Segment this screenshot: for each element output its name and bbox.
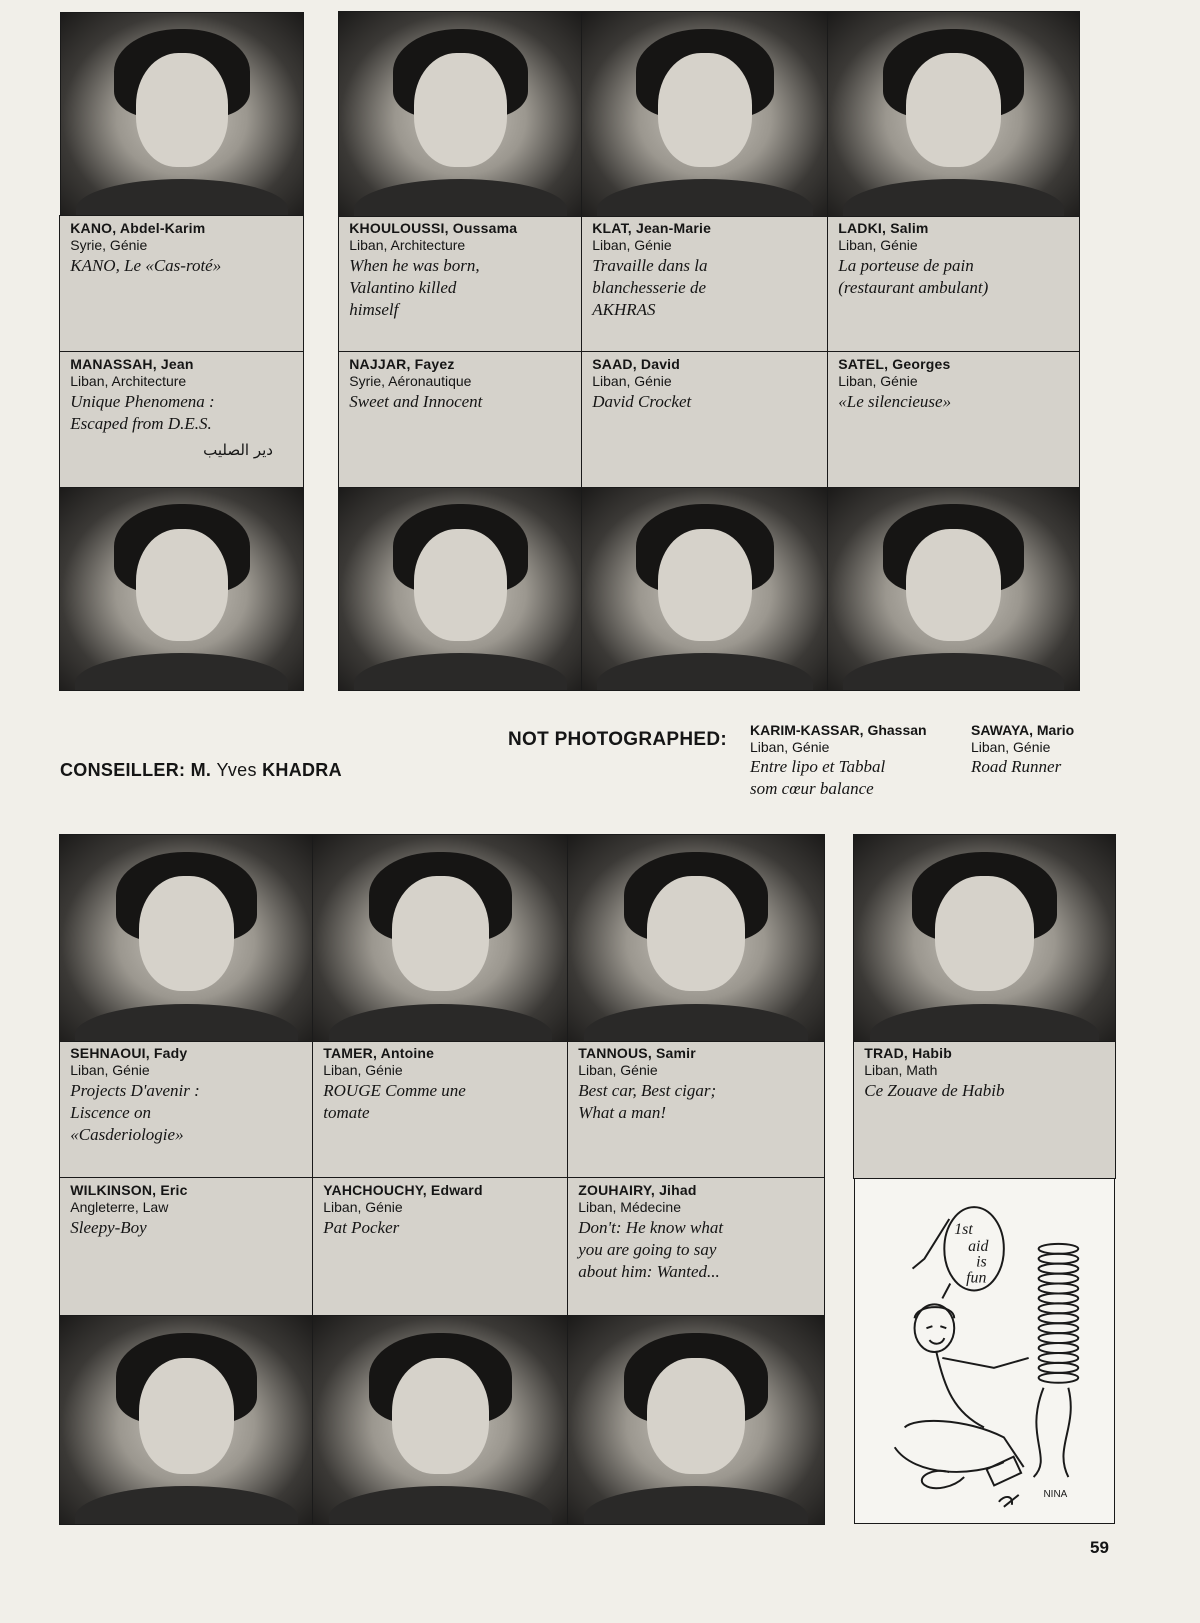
student-caption: Unique Phenomena : Escaped from D.E.S. bbox=[70, 392, 215, 434]
artist-signature: NINA bbox=[1043, 1488, 1068, 1500]
student-origin: Liban, Génie bbox=[323, 1199, 403, 1216]
student-caption: Road Runner bbox=[971, 757, 1062, 776]
student-origin: Liban, Génie bbox=[750, 739, 830, 755]
student-caption: Sleepy-Boy bbox=[70, 1218, 147, 1238]
student-name: SAAD, David bbox=[592, 356, 681, 373]
caption-cell bbox=[59, 351, 304, 489]
student-caption: «Le silencieuse» bbox=[838, 392, 952, 412]
page-number: 59 bbox=[1090, 1538, 1109, 1557]
student-name: WILKINSON, Eric bbox=[70, 1182, 188, 1199]
student-caption: Travaille dans la blanchesserie de AKHRAS bbox=[592, 256, 708, 320]
cartoon-illustration bbox=[855, 1179, 1114, 1523]
student-origin: Syrie, Génie bbox=[70, 237, 148, 254]
student-name: SATEL, Georges bbox=[838, 356, 951, 373]
caption-cell bbox=[59, 215, 304, 353]
photo-tamer bbox=[312, 834, 569, 1042]
speech-text-2: aid bbox=[968, 1237, 989, 1255]
bottom-photo-grid bbox=[60, 835, 1115, 1524]
student-origin: Liban, Génie bbox=[971, 739, 1051, 755]
student-origin: Liban, Génie bbox=[592, 373, 672, 390]
student-caption: Pat Pocker bbox=[323, 1218, 400, 1238]
caption-cell bbox=[59, 1177, 314, 1317]
photo-najjar bbox=[338, 487, 583, 691]
photo-klat bbox=[581, 11, 829, 217]
student-name: KLAT, Jean-Marie bbox=[592, 220, 712, 237]
caption-cell bbox=[567, 1040, 825, 1179]
student-origin: Liban, Math bbox=[864, 1062, 938, 1079]
conseiller-title: M. bbox=[190, 760, 212, 780]
student-caption: Don't: He know what you are going to say about him: Wanted... bbox=[578, 1218, 724, 1282]
student-caption: Sweet and Innocent bbox=[349, 392, 483, 412]
speech-text-3: is bbox=[976, 1253, 987, 1271]
arabic-note: دير الصليب bbox=[203, 441, 273, 460]
student-caption: Best car, Best cigar; What a man! bbox=[578, 1081, 717, 1123]
student-origin: Liban, Architecture bbox=[349, 237, 466, 254]
caption-cell bbox=[827, 215, 1080, 353]
caption-cell bbox=[853, 1040, 1116, 1179]
caption-cell bbox=[312, 1177, 569, 1317]
student-name: LADKI, Salim bbox=[838, 220, 929, 237]
student-origin: Angleterre, Law bbox=[70, 1199, 169, 1216]
student-origin: Liban, Génie bbox=[578, 1062, 658, 1079]
student-origin: Liban, Génie bbox=[838, 373, 918, 390]
conseiller-line bbox=[60, 760, 342, 781]
student-caption: Entre lipo et Tabbal som cœur balance bbox=[750, 757, 886, 798]
student-origin: Syrie, Aéronautique bbox=[349, 373, 472, 390]
student-name: KHOULOUSSI, Oussama bbox=[349, 220, 518, 237]
student-caption: When he was born, Valantino killed himself bbox=[349, 256, 480, 320]
caption-cell bbox=[312, 1040, 569, 1179]
student-origin: Liban, Architecture bbox=[70, 373, 187, 390]
photo-yahchouchy bbox=[312, 1315, 569, 1525]
top-photo-grid bbox=[60, 12, 1079, 690]
student-caption: ROUGE Comme une tomate bbox=[323, 1081, 466, 1123]
conseiller-label: CONSEILLER: bbox=[60, 760, 186, 780]
caption-cell bbox=[827, 351, 1080, 489]
conseiller-surname: KHADRA bbox=[262, 760, 342, 780]
caption-cell bbox=[581, 215, 829, 353]
caption-cell bbox=[338, 351, 583, 489]
student-caption: Ce Zouave de Habib bbox=[864, 1081, 1005, 1101]
student-name: TRAD, Habib bbox=[864, 1045, 953, 1062]
cartoon-drawing bbox=[854, 1178, 1115, 1524]
student-name: TAMER, Antoine bbox=[323, 1045, 435, 1062]
photo-tannous bbox=[567, 834, 825, 1042]
student-name: KARIM-KASSAR, Ghassan bbox=[750, 722, 927, 738]
not-photographed-label: NOT PHOTOGRAPHED: bbox=[508, 729, 728, 750]
not-photographed-entry bbox=[750, 722, 960, 800]
spring-coil bbox=[1039, 1244, 1079, 1383]
photo-saad bbox=[581, 487, 829, 691]
student-name: YAHCHOUCHY, Edward bbox=[323, 1182, 483, 1199]
student-name: TANNOUS, Samir bbox=[578, 1045, 696, 1062]
student-name: KANO, Abdel-Karim bbox=[70, 220, 206, 237]
student-caption: La porteuse de pain (restaurant ambulant) bbox=[838, 256, 989, 298]
student-origin: Liban, Génie bbox=[70, 1062, 150, 1079]
student-caption: Projects D'avenir : Liscence on «Casderiologie» bbox=[70, 1081, 200, 1145]
speech-text-4: fun bbox=[966, 1269, 987, 1287]
student-name: MANASSAH, Jean bbox=[70, 356, 194, 373]
caption-cell bbox=[581, 351, 829, 489]
student-origin: Liban, Génie bbox=[323, 1062, 403, 1079]
caption-cell bbox=[567, 1177, 825, 1317]
student-name: SAWAYA, Mario bbox=[971, 722, 1075, 738]
not-photographed-entry bbox=[971, 722, 1131, 778]
photo-satel bbox=[827, 487, 1080, 691]
photo-manassah bbox=[59, 487, 304, 691]
student-origin: Liban, Génie bbox=[838, 237, 918, 254]
conseiller-firstname: Yves bbox=[216, 760, 257, 780]
student-name: ZOUHAIRY, Jihad bbox=[578, 1182, 697, 1199]
speech-text-1: 1st bbox=[954, 1220, 973, 1238]
student-origin: Liban, Génie bbox=[592, 237, 672, 254]
photo-trad bbox=[853, 834, 1116, 1042]
student-caption: David Crocket bbox=[592, 392, 692, 412]
student-caption: KANO, Le «Cas-roté» bbox=[70, 256, 222, 276]
photo-khouloussi bbox=[338, 11, 583, 217]
caption-cell bbox=[338, 215, 583, 353]
photo-ladki bbox=[827, 11, 1080, 217]
student-origin: Liban, Médecine bbox=[578, 1199, 681, 1216]
student-name: NAJJAR, Fayez bbox=[349, 356, 455, 373]
photo-wilkinson bbox=[59, 1315, 314, 1525]
student-name: SEHNAOUI, Fady bbox=[70, 1045, 188, 1062]
caption-cell bbox=[59, 1040, 314, 1179]
photo-kano bbox=[60, 12, 304, 216]
photo-zouhairy bbox=[567, 1315, 825, 1525]
photo-sehnaoui bbox=[59, 834, 314, 1042]
